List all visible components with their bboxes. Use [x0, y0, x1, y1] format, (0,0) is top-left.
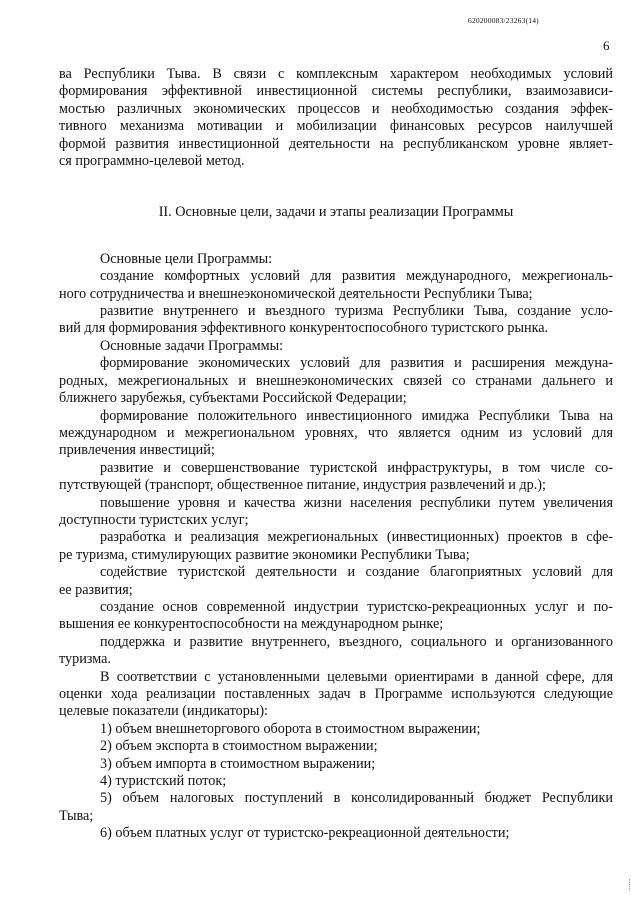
text-line: оценки хода реализации поставленных задач в Программе используются следующие — [59, 686, 613, 702]
text-line: туризма. — [59, 651, 111, 668]
text-line: формирование положительного инвестиционного имиджа Республики Тыва на — [100, 407, 613, 424]
text-line: ного сотрудничества и внешнеэкономической деятельности Республики Тыва; — [59, 285, 533, 302]
text-line: разработка и реализация межрегиональных (инвестиционных) проектов в сфе- — [100, 529, 613, 546]
text-line: формой развития инвестиционной деятельности на республиканском уровне являет- — [59, 135, 613, 152]
text-line: международном и межрегиональном уровнях, что является одним из условий для — [59, 424, 613, 441]
text-line: 4) туристский поток; — [100, 773, 227, 790]
text-line: 5) объем налоговых поступлений в консолидированный бюджет Республики — [100, 790, 613, 807]
text-line: ся программно-целевой метод. — [59, 153, 245, 170]
text-line: мостью различных экономических процессов и необходимостью создания эффек- — [59, 100, 613, 117]
text-line: тивного механизма мотивации и мобилизации финансовых ресурсов наилучшей — [59, 118, 613, 135]
text-line: ближнего зарубежья, субъектами Российской Федерации; — [59, 390, 407, 407]
text-line: повышение уровня и качества жизни населения республики путем увеличения — [100, 494, 613, 511]
text-line: привлечения инвестиций; — [59, 442, 215, 459]
text-line: создание комфортных условий для развития международного, межрегиональ- — [100, 268, 613, 285]
section-title: II. Основные цели, задачи и этапы реализации Программы — [158, 204, 514, 221]
text-line: поддержка и развитие внутреннего, въездного, социального и организованного — [100, 633, 613, 650]
margin-mark — [626, 879, 630, 891]
text-line: 3) объем импорта в стоимостном выражении; — [100, 755, 376, 772]
text-line: создание основ современной индустрии туристско-рекреационных услуг и по- — [100, 598, 613, 615]
text-line: ее развития; — [59, 581, 133, 598]
text-line: В соответствии с установленными целевыми ориентирами в данной сфере, для — [100, 668, 613, 685]
text-line: Основные цели Программы: — [100, 250, 273, 267]
document-code: 620200083/23263(14) — [468, 16, 539, 25]
text-line: развитие и совершенствование туристской инфраструктуры, в том числе со- — [100, 459, 613, 476]
text-line: развитие внутреннего и въездного туризма Республики Тыва, создание усло- — [100, 303, 613, 320]
text-line: содействие туристской деятельности и создание благоприятных условий для — [100, 564, 613, 581]
text-line: ва Республики Тыва. В связи с комплексным характером необходимых условий — [59, 66, 613, 82]
text-line: вий для формирования эффективного конкурентоспособного туристского рынка. — [59, 320, 549, 337]
text-line: ре туризма, стимулирующих развитие экономики Республики Тыва; — [59, 546, 470, 563]
text-line: целевые показатели (индикаторы): — [59, 703, 268, 720]
text-line: Тыва; — [59, 807, 94, 824]
text-line: 2) объем экспорта в стоимостном выражении; — [100, 738, 378, 755]
text-line: 1) объем внешнеторгового оборота в стоимостном выражении; — [100, 720, 481, 737]
text-line: доступности туристских услуг; — [59, 511, 249, 528]
section-content — [59, 251, 613, 843]
intro-paragraph — [59, 66, 613, 170]
page-number: 6 — [603, 38, 610, 53]
text-line: Основные задачи Программы: — [100, 337, 284, 354]
text-line: вышения ее конкурентоспособности на международном рынке; — [59, 616, 444, 633]
text-line: 6) объем платных услуг от туристско-рекреационной деятельности; — [100, 825, 510, 842]
document-body — [59, 66, 613, 843]
text-line: путствующей (транспорт, общественное питание, индустрия развлечений и др.); — [59, 477, 546, 494]
text-line: формирование экономических условий для развития и расширения междуна- — [100, 355, 613, 372]
text-line: родных, межрегиональных и внешнеэкономических связей со странами дальнего и — [59, 372, 613, 389]
text-line: формирования эффективной инвестиционной системы республики, взаимозависи- — [59, 83, 613, 100]
